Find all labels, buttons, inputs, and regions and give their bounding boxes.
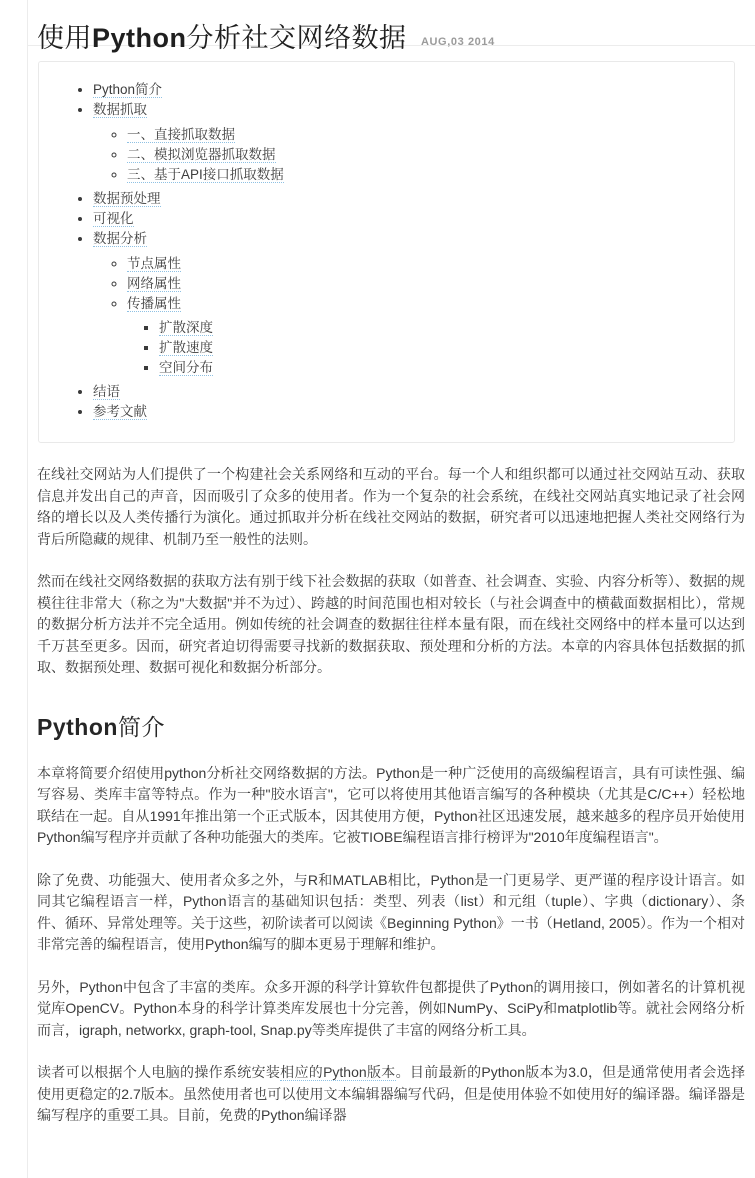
toc-link-data-crawling[interactable]: 数据抓取 <box>93 102 147 117</box>
paragraph-intro-1: 在线社交网站为人们提供了一个构建社会关系网络和互动的平台。每一个人和组织都可以通过社交网站互动、获取信息并发出自己的声音，因而吸引了众多的使用者。作为一个复杂的社会系统，在线社交网站真实地记录了社会网络的增长以及人类传播行为演化。通过抓取并分析在线社交网站的数据，研究者可以迅速地把握人类社交网络行为背后所隐藏的规律、机制乃至一般性的法则。 <box>37 466 745 547</box>
article <box>27 0 755 1178</box>
article-content <box>28 464 755 1178</box>
toc-link-network-attributes[interactable]: 网络属性 <box>127 276 181 291</box>
toc-link-diffusion-speed[interactable]: 扩散速度 <box>159 340 213 355</box>
toc-item <box>93 209 710 229</box>
paragraph-python-2: 除了免费、功能强大、使用者众多之外，与R和MATLAB相比，Python是一门更易学、更严谨的程序设计语言。如同其它编程语言一样，Python语言的基础知识包括：类型、列表（list）和元组（tuple）、字典（dictionary）、条件、循环、异常处理等。关于这些，初阶读者可以阅读《Beginning Python》一书（Hetland, 2005）。作为一个相对非常完善的编程语言，使用Python编写的脚本更易于理解和维护。 <box>37 871 745 952</box>
paragraph-segment: 读者可以根据个人电脑的操作系统安装 <box>37 1064 281 1080</box>
toc-item <box>93 100 710 185</box>
toc-link-python-intro[interactable]: Python简介 <box>93 82 163 97</box>
section-heading-python-intro <box>37 709 745 742</box>
heading-brand: Python <box>37 713 118 740</box>
title-suffix: 分析社交网络数据 <box>186 23 407 53</box>
toc-link-preprocessing[interactable]: 数据预处理 <box>93 191 161 206</box>
title-brand: Python <box>92 23 187 53</box>
heading-suffix: 简介 <box>117 713 165 740</box>
toc-item <box>159 318 710 338</box>
toc-list <box>63 80 710 422</box>
toc-item <box>127 145 710 165</box>
toc-link-browser-simulation-crawl[interactable]: 二、模拟浏览器抓取数据 <box>127 147 276 162</box>
paragraph-python-3: 另外，Python中包含了丰富的类库。众多开源的科学计算软件包都提供了Python的调用接口，例如著名的计算机视觉库OpenCV。Python本身的科学计算类库发展也十分完善，例如NumPy、SciPy和matplotlib等。就社会网络分析而言，igraph, networkx, graph-tool, Snap.py等类库提供了丰富的网络分析工具。 <box>37 978 745 1038</box>
toc-item <box>127 125 710 145</box>
toc-item <box>127 274 710 294</box>
toc-item <box>127 294 710 378</box>
toc-sublist <box>93 254 710 378</box>
toc-item <box>159 358 710 378</box>
toc-item <box>93 80 710 100</box>
post-date: AUG,03 2014 <box>420 36 495 48</box>
toc-item <box>93 402 710 422</box>
table-of-contents <box>38 61 735 443</box>
python-version-link[interactable]: 相应的Python版本 <box>280 1064 396 1080</box>
toc-subsublist <box>127 318 710 378</box>
toc-link-diffusion-depth[interactable]: 扩散深度 <box>159 320 213 335</box>
paragraph-intro-2: 然而在线社交网络数据的获取方法有别于线下社会数据的获取（如普查、社会调查、实验、内容分析等）、数据的规模往往非常大（称之为"大数据"并不为过）、跨越的时间范围也相对较长（与社会调查中的横截面数据相比），常规的数据分析方法并不完全适用。例如传统的社会调查的数据往往样本量有限，而在线社交网络中的样本量可以达到千万甚至更多。因而，研究者迫切得需要寻找新的数据获取、预处理和分析的方法。本章的内容具体包括数据的抓取、数据预处理、数据可视化和数据分析部分。 <box>37 573 745 675</box>
toc-link-api-crawl[interactable]: 三、基于API接口抓取数据 <box>127 167 284 182</box>
toc-item <box>127 254 710 274</box>
toc-link-conclusion[interactable]: 结语 <box>93 384 120 399</box>
toc-link-node-attributes[interactable]: 节点属性 <box>127 256 181 271</box>
toc-link-visualization[interactable]: 可视化 <box>93 211 134 226</box>
toc-link-diffusion-attributes[interactable]: 传播属性 <box>127 296 181 311</box>
toc-sublist <box>93 125 710 185</box>
toc-link-spatial-distribution[interactable]: 空间分布 <box>159 360 213 375</box>
title-prefix: 使用 <box>37 23 92 53</box>
paragraph-python-1: 本章将简要介绍使用python分析社交网络数据的方法。Python是一种广泛使用的高级编程语言，具有可读性强、编写容易、类库丰富等特点。作为一种"胶水语言"，它可以将使用其他语言编写的各种模块（尤其是C/C++）轻松地联结在一起。自从1991年推出第一个正式版本，因其使用方便，Python社区迅速发展，越来越多的程序员开始使用Python编写程序并贡献了各种功能强大的类库。它被TIOBE编程语言排行榜评为"2010年度编程语言"。 <box>37 764 745 845</box>
toc-link-data-analysis[interactable]: 数据分析 <box>93 231 147 246</box>
toc-item <box>93 189 710 209</box>
toc-item <box>93 382 710 402</box>
paragraph-segment: 。目前最新的Python版本为3.0，但是通常使用者会选择使用更稳定的2.7版本。虽然使用者也可以使用文本编辑器编写代码，但是使用体验不如使用好的编译器。编译器是编写程序的重要工具。目前，免费的Python编译器 <box>37 1064 746 1123</box>
toc-link-direct-crawl[interactable]: 一、直接抓取数据 <box>127 127 235 142</box>
paragraph-python-4 <box>37 1062 745 1127</box>
page-title <box>37 23 407 53</box>
toc-item <box>93 229 710 378</box>
toc-link-references[interactable]: 参考文献 <box>93 404 147 419</box>
toc-item <box>159 338 710 358</box>
page-header <box>28 0 755 53</box>
toc-item <box>127 165 710 185</box>
